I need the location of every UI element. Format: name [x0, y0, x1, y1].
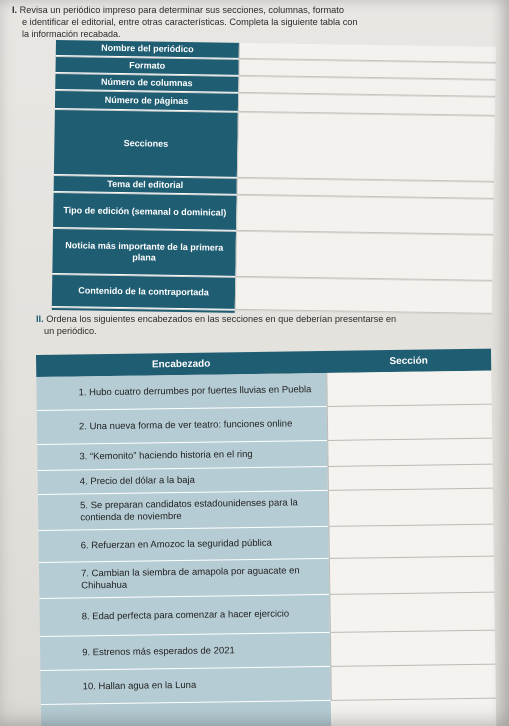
table2-section-cell[interactable] — [329, 557, 494, 595]
table2-section-cell[interactable] — [328, 465, 493, 491]
table1-row-label: Nombre del periódico — [56, 40, 239, 59]
table1-row-label: Tipo de edición (semanal o dominical) — [53, 193, 237, 231]
table1-answer-cell[interactable] — [236, 196, 494, 235]
instruction-part2-line2: un periódico. — [44, 326, 97, 336]
table2-header-encabezado: Encabezado — [151, 358, 211, 370]
table2-headline: 5. Se preparan candidatos estadounidenses para la contienda de noviembre — [38, 491, 328, 531]
instruction-part1-line2: e identificar el editorial, entre otras características. Completa la siguiente tabla con — [22, 17, 358, 27]
table1-row-label: Tema del editorial — [54, 176, 237, 195]
table2-body — [36, 371, 496, 726]
instruction-part1-text1: Revisa un periódico impreso para determinar sus secciones, columnas, formato — [19, 5, 344, 15]
table2-row — [39, 593, 494, 637]
table1-row-label: Noticia más importante de la primera plana — [52, 229, 236, 277]
table2-section-cell[interactable] — [327, 405, 492, 441]
table1-row-label: Número de páginas — [55, 91, 238, 112]
table2-headline: 3. “Kemonito” haciendo historia en el ring — [37, 441, 327, 471]
table2-headline: 7. Cambian la siembra de amapola por aguacate en Chihuahua — [39, 559, 329, 599]
table2-row — [40, 665, 495, 705]
table2-headline: 9. Estrenos más esperados de 2021 — [40, 633, 330, 671]
instruction-part2-number: II. — [36, 314, 44, 324]
table1-row-label: Formato — [55, 57, 238, 76]
instruction-part1-number: I. — [12, 5, 18, 15]
table1-answer-cell[interactable] — [237, 113, 495, 182]
table1-row-label: Secciones — [54, 110, 238, 178]
table1-row-contraportada — [52, 275, 492, 315]
newspaper-info-table — [52, 40, 496, 317]
table2-headline: 4. Precio del dólar a la baja — [38, 467, 328, 495]
table2-headline: 2. Una nueva forma de ver teatro: funciones online — [37, 407, 327, 445]
instruction-part1-line1 — [12, 5, 344, 16]
table2-section-cell[interactable] — [330, 665, 495, 701]
instruction-part1-line3: la información recabada. — [22, 29, 121, 39]
table2-section-cell[interactable] — [328, 489, 493, 527]
table1-answer-cell[interactable] — [235, 232, 493, 281]
table1-row-noticia — [52, 229, 493, 282]
table2-headline: 8. Edad perfecta para comenzar a hacer ejercicio — [39, 595, 330, 637]
table1-answer-cell[interactable] — [235, 278, 492, 314]
table2-section-cell[interactable] — [327, 439, 492, 467]
table2-headline: 6. Refuerzan en Amozoc la seguridad pública — [38, 527, 328, 563]
table2-headline: 1. Hubo cuatro derrumbes por fuertes lluvias en Puebla — [36, 373, 326, 411]
headlines-table — [36, 349, 496, 726]
table1-row-label: Número de columnas — [55, 74, 238, 93]
table1-row-secciones — [54, 110, 495, 183]
table2-header-seccion: Sección — [389, 355, 428, 367]
table2-section-cell[interactable] — [330, 631, 495, 667]
table2-section-cell[interactable] — [328, 525, 493, 559]
instruction-part2-text1: Ordena los siguientes encabezados en las secciones en que deberían presentarse en — [46, 314, 397, 324]
table2-section-cell[interactable] — [329, 593, 495, 633]
table2-headline: 10. Hallan agua en la Luna — [40, 667, 330, 705]
instruction-part2-line1 — [36, 314, 396, 325]
table2-section-cell[interactable] — [326, 371, 491, 407]
table1-row-label: Contenido de la contraportada — [52, 275, 235, 310]
